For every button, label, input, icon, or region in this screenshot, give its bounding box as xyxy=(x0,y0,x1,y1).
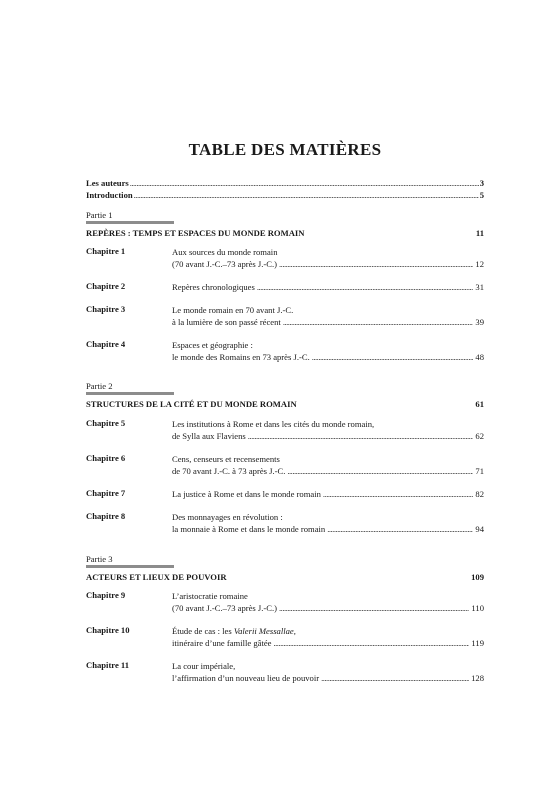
chapter-title-line2: La justice à Rome et dans le monde romain xyxy=(172,489,321,499)
dot-leader xyxy=(274,637,470,649)
dot-leader xyxy=(312,351,474,363)
chapter-title-line2: le monde des Romains en 73 après J.-C. xyxy=(172,352,310,362)
toc-chapter-5[interactable] xyxy=(172,418,484,442)
dot-leader xyxy=(257,281,474,293)
toc-chapter-7[interactable] xyxy=(172,488,484,500)
dot-leader xyxy=(321,672,469,684)
part-label: Partie 2 xyxy=(86,381,113,391)
chapter-page: 39 xyxy=(475,317,484,327)
chapter-page: 119 xyxy=(471,638,484,648)
chapter-page: 48 xyxy=(475,352,484,362)
chapter-title-line1 xyxy=(172,625,484,637)
chapter-label: Chapitre 4 xyxy=(86,339,126,349)
part-label: Partie 3 xyxy=(86,554,113,564)
toc-part-1[interactable] xyxy=(86,228,484,240)
chapter-title-line2: (70 avant J.-C.–73 après J.-C.) xyxy=(172,603,278,613)
chapter-page: 71 xyxy=(475,466,484,476)
toc-entry-introduction[interactable] xyxy=(86,190,484,202)
part-page: 11 xyxy=(475,228,484,238)
toc-part-3[interactable] xyxy=(86,572,484,584)
chapter-page: 62 xyxy=(475,431,484,441)
dot-leader xyxy=(279,602,469,614)
chapter-title-line1: Cens, censeurs et recensements xyxy=(172,454,280,464)
dot-leader xyxy=(327,523,473,535)
dot-leader xyxy=(248,430,474,442)
chapter-page: 12 xyxy=(475,259,484,269)
toc-chapter-10[interactable] xyxy=(172,625,484,649)
part-page: 109 xyxy=(471,572,484,582)
chapter-label: Chapitre 6 xyxy=(86,453,126,463)
chapter-title-part: , xyxy=(293,626,296,636)
dot-leader xyxy=(283,316,474,328)
part-page: 61 xyxy=(475,399,484,409)
toc-chapter-8[interactable] xyxy=(172,511,484,535)
chapter-page: 110 xyxy=(471,603,484,613)
entry-label: Introduction xyxy=(86,190,133,200)
chapter-title-line2: (70 avant J.-C.–73 après J.-C.) xyxy=(172,259,278,269)
chapter-title-line2: Repères chronologiques xyxy=(172,282,255,292)
chapter-title-italic: Valerii Messallae xyxy=(233,626,294,636)
part-label: Partie 1 xyxy=(86,210,113,220)
chapter-label: Chapitre 7 xyxy=(86,488,126,498)
chapter-label: Chapitre 3 xyxy=(86,304,126,314)
chapter-title-line2: de Sylla aux Flaviens xyxy=(172,431,246,441)
part-rule xyxy=(86,392,174,395)
toc-chapter-1[interactable] xyxy=(172,246,484,270)
toc-chapter-2[interactable] xyxy=(172,281,484,293)
dot-leader xyxy=(134,190,479,200)
part-rule xyxy=(86,565,174,568)
chapter-title-line1: Aux sources du monde romain xyxy=(172,247,278,257)
chapter-label: Chapitre 2 xyxy=(86,281,126,291)
chapter-title-line2: la monnaie à Rome et dans le monde romain xyxy=(172,524,326,534)
entry-label: Les auteurs xyxy=(86,178,129,188)
chapter-title-line2: de 70 avant J.-C. à 73 après J.-C. xyxy=(172,466,286,476)
chapter-title-line2: l’affirmation d’un nouveau lieu de pouvoir xyxy=(172,673,320,683)
chapter-title-line1: Espaces et géographie : xyxy=(172,340,253,350)
toc-chapter-6[interactable] xyxy=(172,453,484,477)
dot-leader xyxy=(130,178,479,188)
part-title: STRUCTURES DE LA CITÉ ET DU MONDE ROMAIN xyxy=(86,399,297,409)
chapter-page: 82 xyxy=(475,489,484,499)
dot-leader xyxy=(279,258,473,270)
chapter-label: Chapitre 1 xyxy=(86,246,126,256)
toc-chapter-11[interactable] xyxy=(172,660,484,684)
toc-entry-authors[interactable] xyxy=(86,178,484,190)
part-title: REPÈRES : TEMPS ET ESPACES DU MONDE ROMAIN xyxy=(86,228,305,238)
chapter-title-line2: à la lumière de son passé récent xyxy=(172,317,281,327)
chapter-label: Chapitre 9 xyxy=(86,590,126,600)
toc-chapter-9[interactable] xyxy=(172,590,484,614)
chapter-title-line1: L’aristocratie romaine xyxy=(172,591,248,601)
chapter-label: Chapitre 10 xyxy=(86,625,130,635)
chapter-title-line1: Les institutions à Rome et dans les cités du monde romain, xyxy=(172,419,375,429)
part-rule xyxy=(86,221,174,224)
chapter-page: 128 xyxy=(471,673,484,683)
page-title: TABLE DES MATIÈRES xyxy=(188,140,382,159)
chapter-page: 94 xyxy=(475,524,484,534)
dot-leader xyxy=(287,465,473,477)
entry-page: 3 xyxy=(479,178,484,188)
chapter-title-line1: Le monde romain en 70 avant J.-C. xyxy=(172,305,294,315)
chapter-label: Chapitre 11 xyxy=(86,660,130,670)
chapter-label: Chapitre 8 xyxy=(86,511,126,521)
part-title: ACTEURS ET LIEUX DE POUVOIR xyxy=(86,572,227,582)
chapter-title-part: Étude de cas : les xyxy=(172,626,234,636)
chapter-title-line1: La cour impériale, xyxy=(172,661,236,671)
chapter-title-line1: Des monnayages en révolution : xyxy=(172,512,283,522)
chapter-title-line2: itinéraire d’une famille gâtée xyxy=(172,638,272,648)
chapter-label: Chapitre 5 xyxy=(86,418,126,428)
entry-page: 5 xyxy=(479,190,484,200)
toc-part-2[interactable] xyxy=(86,399,484,411)
dot-leader xyxy=(323,488,473,500)
toc-chapter-4[interactable] xyxy=(172,339,484,363)
toc-chapter-3[interactable] xyxy=(172,304,484,328)
chapter-page: 31 xyxy=(475,282,484,292)
